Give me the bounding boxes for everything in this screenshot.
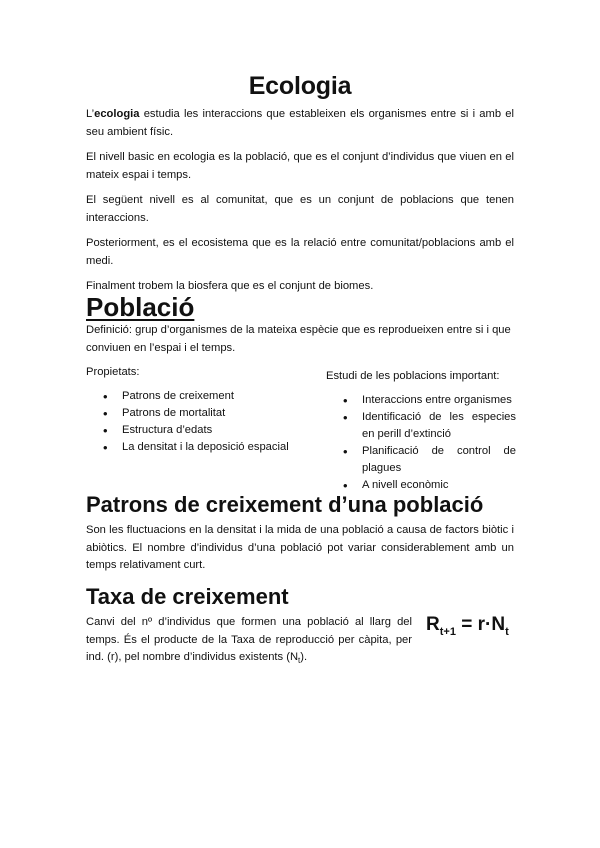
- formula-n-subscript: t: [505, 625, 509, 638]
- section-heading-taxa: Taxa de creixement: [86, 584, 289, 609]
- list-item-text: A nivell econòmic: [362, 478, 449, 491]
- formula-r-subscript: t+1: [439, 625, 456, 638]
- intro-p1-bold: ecologia: [94, 108, 140, 120]
- intro-paragraph-4: Posteriorment, es el ecosistema que es la relació entre comunitat/poblacions amb el medi.: [86, 237, 514, 267]
- intro-paragraph-3: El següent nivell es al comunitat, que es un conjunt de poblacions que tenen interaccions.: [86, 194, 514, 224]
- list-item-text: Identificació de les especies en perill d’extinció: [362, 410, 516, 440]
- formula-r: R: [426, 614, 440, 635]
- list-item-text: La densitat i la deposició espacial: [122, 440, 289, 453]
- taxa-text-sub: t: [298, 656, 301, 666]
- bullet-icon: •: [343, 477, 348, 493]
- taxa-text-b: ).: [300, 651, 308, 663]
- list-item: [326, 409, 516, 443]
- growth-formula: [426, 614, 509, 638]
- patrons-block: [86, 522, 514, 575]
- bullet-icon: •: [343, 392, 348, 408]
- taxa-paragraph: [86, 614, 412, 670]
- taxa-block: [86, 614, 412, 670]
- estudi-label: Estudi de les poblacions important:: [326, 370, 500, 382]
- poblacio-definition-block: [86, 322, 514, 357]
- propietats-list: [86, 388, 296, 456]
- bullet-icon: •: [343, 409, 348, 425]
- list-item: [86, 388, 296, 405]
- section-heading-poblacio: Població: [86, 292, 195, 322]
- estudi-list: [326, 392, 516, 494]
- intro-paragraph-5: Finalment trobem la biosfera que es el conjunt de biomes.: [86, 280, 374, 292]
- list-item-text: Planificació de control de plagues: [362, 444, 516, 474]
- bullet-icon: •: [343, 443, 348, 459]
- intro-paragraph-2: El nivell basic en ecologia es la població, que es el conjunt d’individus que viuen en el mateix espai i temps.: [86, 151, 514, 181]
- propietats-label: Propietats:: [86, 366, 140, 378]
- list-item: [326, 443, 516, 477]
- intro-p1-prefix: L’: [86, 108, 95, 120]
- taxa-text-a: Canvi del nº d’individus que formen una població al llarg del temps. És el producte de la Taxa de reproducció per càpita, per ind. (r), pel nombre d’individus existents (N: [86, 616, 412, 663]
- list-item: [86, 439, 296, 456]
- list-item: [86, 422, 296, 439]
- list-item-text: Patrons de mortalitat: [122, 406, 226, 419]
- intro-section: [86, 106, 514, 296]
- bullet-icon: •: [103, 439, 108, 455]
- bullet-icon: •: [103, 388, 108, 404]
- page-title: Ecologia: [248, 72, 352, 100]
- list-item-text: Patrons de creixement: [122, 389, 234, 402]
- patrons-paragraph: Son les fluctuacions en la densitat i la mida de una població a causa de factors biòtic i abiòtics. El nombre d’individus d’una població pot variar considerablement amb un temps relativament curt.: [86, 524, 514, 571]
- poblacio-definition: Definició: grup d’organismes de la mateixa espècie que es reprodueixen entre si i que conviuen en l’espai i el temps.: [86, 324, 511, 354]
- estudi-column: [326, 368, 516, 494]
- propietats-column: [86, 364, 296, 456]
- list-item-text: Interaccions entre organismes: [362, 393, 512, 406]
- intro-paragraph-1: [86, 106, 514, 141]
- list-item: [326, 477, 516, 494]
- formula-mid: = r·N: [455, 614, 506, 635]
- list-item: [86, 405, 296, 422]
- bullet-icon: •: [103, 405, 108, 421]
- bullet-icon: •: [103, 422, 108, 438]
- list-item-text: Estructura d’edats: [122, 423, 213, 436]
- list-item: [326, 392, 516, 409]
- section-heading-patrons: Patrons de creixement d’una població: [86, 492, 484, 517]
- intro-p1-rest: estudia les interaccions que estableixen els organismes entre si i amb el seu ambient físic.: [86, 108, 514, 138]
